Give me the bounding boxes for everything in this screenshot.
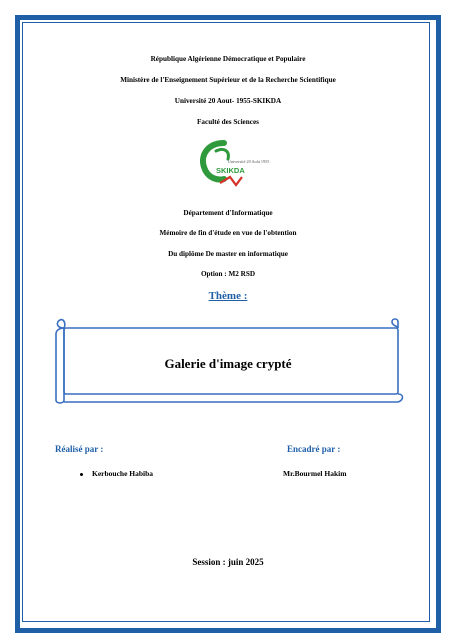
realise-par-label: Réalisé par : (55, 444, 104, 454)
student-bullet (80, 473, 83, 476)
logo-skikda-text: SKIKDA (216, 166, 245, 175)
supervisor-name: Mr.Bourmel Hakim (283, 469, 347, 478)
ministry-line: Ministère de l'Enseignement Supérieur et de la Recherche Scientifique (120, 76, 336, 84)
department-line: Département d'Informatique (183, 209, 273, 217)
theme-label: Thème : (208, 290, 248, 302)
university-logo (194, 137, 270, 193)
encadre-par-label: Encadré par : (287, 444, 341, 454)
university-line: Université 20 Aout- 1955-SKIKDA (174, 97, 282, 105)
session-line: Session : juin 2025 (192, 557, 264, 567)
logo-university-text: Université 20 Août 1955 (228, 159, 270, 164)
memoire-line: Mémoire de fin d'étude en vue de l'obtention (159, 229, 297, 237)
option-line: Option : M2 RSD (200, 270, 256, 278)
faculty-line: Faculté des Sciences (197, 118, 259, 126)
diploma-line: Du diplôme De master en informatique (168, 250, 288, 258)
republic-line: République Algérienne Démocratique et Populaire (150, 55, 306, 63)
student-name: Kerbouche Habiba (92, 469, 154, 478)
memoire-title: Galerie d'image crypté (164, 356, 292, 371)
